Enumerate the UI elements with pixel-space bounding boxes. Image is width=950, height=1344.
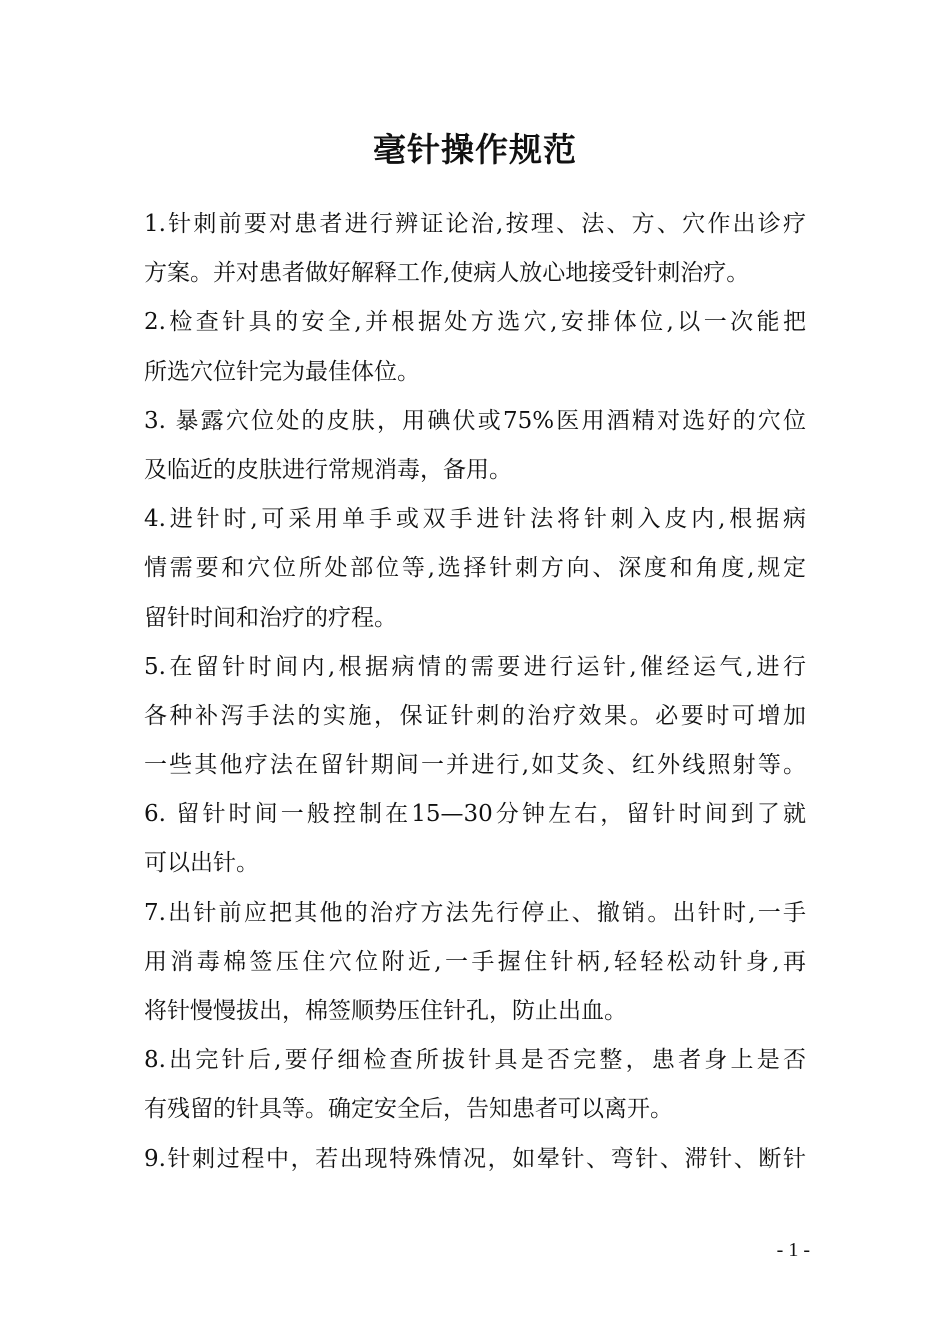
body-line: 7.出针前应把其他的治疗方法先行停止、撤销。出针时,一手 bbox=[144, 899, 806, 926]
body-line: 8.出完针后,要仔细检查所拔针具是否完整，患者身上是否 bbox=[144, 1047, 806, 1074]
page-number: - 1 - bbox=[776, 1239, 810, 1261]
body-line: 情需要和穴位所处部位等,选择针刺方向、深度和角度,规定 bbox=[144, 555, 806, 582]
body-line: 4.进针时,可采用单手或双手进针法将针刺入皮内,根据病 bbox=[144, 506, 806, 533]
body-line: 将针慢慢拔出，棉签顺势压住针孔，防止出血。 bbox=[144, 998, 627, 1024]
body-line: 所选穴位针完为最佳体位。 bbox=[144, 358, 420, 385]
body-line: 各种补泻手法的实施，保证针刺的治疗效果。必要时可增加 bbox=[144, 702, 806, 729]
body-line: 3. 暴露穴位处的皮肤，用碘伏或75%医用酒精对选好的穴位 bbox=[144, 407, 806, 434]
body-line: 2.检查针具的安全,并根据处方选穴,安排体位,以一次能把 bbox=[144, 309, 806, 336]
body-line: 9.针刺过程中，若出现特殊情况，如晕针、弯针、滞针、断针 bbox=[144, 1145, 806, 1172]
body-line: 方案。并对患者做好解释工作,使病人放心地接受针刺治疗。 bbox=[144, 260, 750, 287]
body-line: 留针时间和治疗的疗程。 bbox=[144, 604, 397, 631]
body-line: 有残留的针具等。确定安全后，告知患者可以离开。 bbox=[144, 1096, 673, 1123]
document-body bbox=[144, 200, 806, 1184]
body-line: 及临近的皮肤进行常规消毒，备用。 bbox=[144, 456, 512, 483]
body-line: 用消毒棉签压住穴位附近,一手握住针柄,轻轻松动针身,再 bbox=[144, 948, 806, 975]
body-line: 可以出针。 bbox=[144, 850, 259, 877]
body-line: 一些其他疗法在留针期间一并进行,如艾灸、红外线照射等。 bbox=[144, 752, 806, 779]
body-line: 6. 留针时间一般控制在15—30分钟左右，留针时间到了就 bbox=[144, 801, 806, 828]
document-title: 毫针操作规范 bbox=[373, 130, 577, 169]
body-line: 5.在留针时间内,根据病情的需要进行运针,催经运气,进行 bbox=[144, 653, 806, 680]
body-line: 1.针刺前要对患者进行辨证论治,按理、法、方、穴作出诊疗 bbox=[144, 211, 806, 237]
